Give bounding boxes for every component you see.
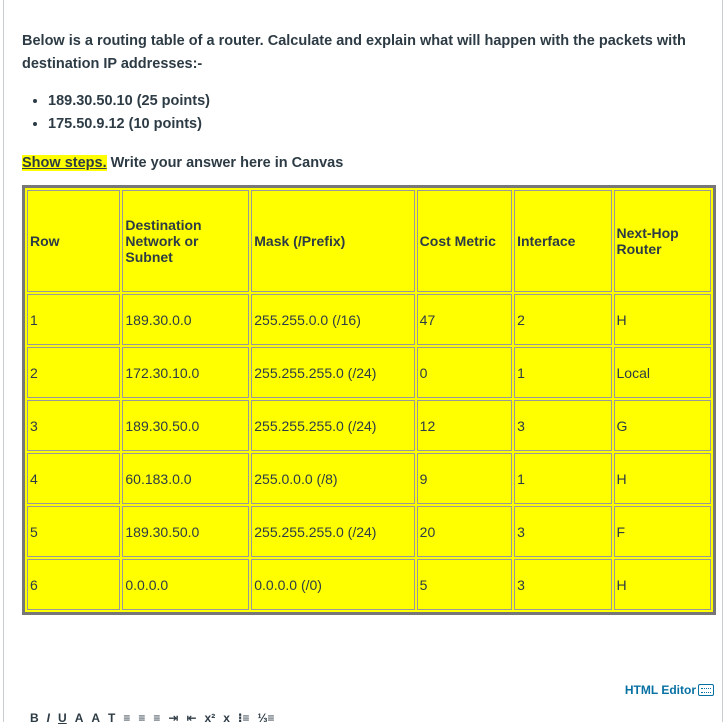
highlight-color-button[interactable]: A <box>91 711 101 725</box>
routing-table <box>22 185 716 615</box>
cell-destination: 172.30.10.0 <box>122 347 249 398</box>
cell-interface: 2 <box>514 294 611 345</box>
question-intro: Below is a routing table of a router. Calculate and explain what will happen with the packets with destination IP addresses:- <box>22 33 686 72</box>
outdent-button[interactable]: ⇤ <box>186 711 197 725</box>
cell-next-hop: F <box>614 506 711 557</box>
ip-list-item: • 175.50.9.12 (10 points) <box>48 113 712 136</box>
cell-cost: 47 <box>417 294 512 345</box>
align-center-button[interactable]: ≡ <box>138 711 146 725</box>
cell-destination: 189.30.50.0 <box>122 400 249 451</box>
cell-cost: 5 <box>417 559 512 610</box>
font-color-button[interactable]: A <box>74 711 84 725</box>
cell-mask: 255.255.255.0 (/24) <box>251 347 414 398</box>
table-row <box>27 400 711 451</box>
numbered-list-button[interactable]: ⅓≡ <box>257 711 275 725</box>
cell-cost: 9 <box>417 453 512 504</box>
html-editor-label: HTML Editor <box>624 683 696 697</box>
cell-next-hop: H <box>614 453 711 504</box>
cell-cost: 20 <box>417 506 512 557</box>
cell-mask: 255.255.255.0 (/24) <box>251 506 414 557</box>
header-row: Row <box>27 190 120 292</box>
cell-mask: 255.255.255.0 (/24) <box>251 400 414 451</box>
cell-interface: 3 <box>514 506 611 557</box>
cell-next-hop: Local <box>614 347 711 398</box>
cell-next-hop: H <box>614 559 711 610</box>
table-row <box>27 559 711 610</box>
table-row <box>27 453 711 504</box>
table-row <box>27 294 711 345</box>
cell-interface: 1 <box>514 453 611 504</box>
cell-row: 5 <box>27 506 120 557</box>
align-right-button[interactable]: ≡ <box>153 711 161 725</box>
italic-button[interactable]: I <box>46 711 51 725</box>
cell-cost: 12 <box>417 400 512 451</box>
table-row <box>27 347 711 398</box>
cell-destination: 189.30.50.0 <box>122 506 249 557</box>
header-mask: Mask (/Prefix) <box>251 190 414 292</box>
table-header-row <box>27 190 711 292</box>
cell-row: 3 <box>27 400 120 451</box>
cell-destination: 189.30.0.0 <box>122 294 249 345</box>
cell-next-hop: H <box>614 294 711 345</box>
align-left-button[interactable]: ≡ <box>123 711 131 725</box>
header-destination: Destination Network or Subnet <box>122 190 249 292</box>
cell-destination: 0.0.0.0 <box>122 559 249 610</box>
cell-interface: 1 <box>514 347 611 398</box>
cell-destination: 60.183.0.0 <box>122 453 249 504</box>
underline-button[interactable]: U <box>58 711 67 725</box>
cell-cost: 0 <box>417 347 512 398</box>
superscript-button[interactable]: x² <box>204 711 216 725</box>
header-cost: Cost Metric <box>417 190 512 292</box>
ip-list <box>22 90 712 136</box>
cell-row: 1 <box>27 294 120 345</box>
question-text <box>22 30 712 175</box>
cell-mask: 255.255.0.0 (/16) <box>251 294 414 345</box>
cell-row: 4 <box>27 453 120 504</box>
cell-mask: 0.0.0.0 (/0) <box>251 559 414 610</box>
header-next-hop: Next-Hop Router <box>614 190 711 292</box>
header-interface: Interface <box>514 190 611 292</box>
cell-mask: 255.0.0.0 (/8) <box>251 453 414 504</box>
cell-interface: 3 <box>514 400 611 451</box>
bullet-list-button[interactable]: ⁝≡ <box>237 711 250 725</box>
cell-row: 2 <box>27 347 120 398</box>
editor-toolbar <box>30 711 274 725</box>
table-row <box>27 506 711 557</box>
cell-row: 6 <box>27 559 120 610</box>
show-steps-highlight: Show steps. <box>22 155 107 171</box>
indent-button[interactable]: ⇥ <box>168 711 179 725</box>
cell-interface: 3 <box>514 559 611 610</box>
bold-button[interactable]: B <box>30 711 39 725</box>
cell-next-hop: G <box>614 400 711 451</box>
keyboard-icon <box>698 684 714 696</box>
html-editor-link[interactable] <box>625 683 714 697</box>
ip-list-item: • 189.30.50.10 (25 points) <box>48 90 712 113</box>
instruction-rest: Write your answer here in Canvas <box>106 155 344 171</box>
instruction <box>22 152 712 175</box>
clear-format-button[interactable]: T <box>108 711 116 725</box>
subscript-button[interactable]: x <box>223 711 230 725</box>
